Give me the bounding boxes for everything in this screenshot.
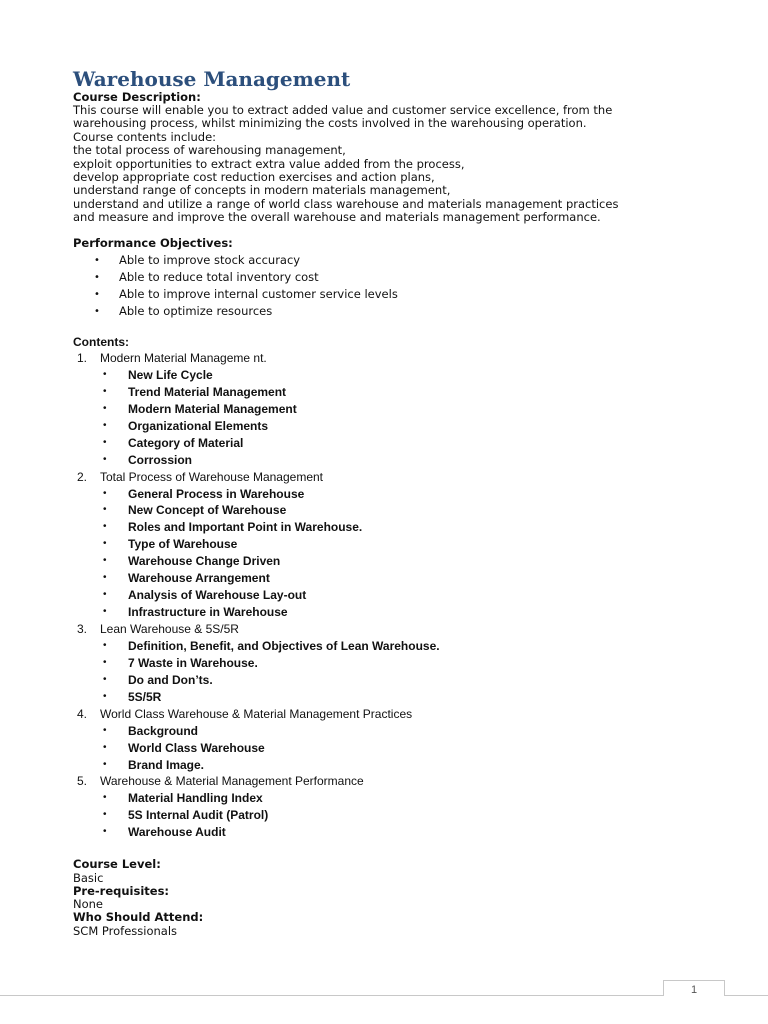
section-title: World Class Warehouse & Material Management Practices bbox=[100, 706, 413, 721]
bullet-icon: • bbox=[103, 639, 107, 651]
topic-text: Do and Don’ts. bbox=[128, 672, 213, 687]
bullet-icon: • bbox=[103, 504, 107, 516]
bullet-icon: • bbox=[103, 656, 107, 668]
contents-heading: Contents: bbox=[73, 335, 129, 349]
bullet-icon: • bbox=[103, 521, 107, 533]
topic-text: Material Handling Index bbox=[128, 791, 263, 806]
bullet-icon: • bbox=[103, 826, 107, 838]
topic-text: Type of Warehouse bbox=[128, 537, 238, 552]
topic-text: Modern Material Management bbox=[128, 401, 297, 416]
topic-text: World Class Warehouse bbox=[128, 740, 265, 755]
topic-text: 7 Waste in Warehouse. bbox=[128, 655, 258, 670]
topic-text: Warehouse Arrangement bbox=[128, 571, 270, 586]
bullet-icon: • bbox=[103, 741, 107, 753]
bullet-icon: • bbox=[103, 673, 107, 685]
section-number: 3. bbox=[77, 622, 88, 636]
who-should-attend-value: SCM Professionals bbox=[73, 924, 178, 938]
prerequisites-label: Pre-requisites: bbox=[73, 884, 170, 898]
bullet-icon: • bbox=[103, 368, 107, 380]
description-line: understand range of concepts in modern materials management, bbox=[73, 183, 451, 198]
bullet-icon: • bbox=[103, 538, 107, 550]
topic-text: Trend Material Management bbox=[128, 384, 287, 399]
description-line: exploit opportunities to extract extra value added from the process, bbox=[73, 156, 465, 171]
bullet-icon: • bbox=[103, 690, 107, 702]
topic-text: Corrossion bbox=[128, 452, 193, 467]
section-number: 5. bbox=[77, 774, 88, 789]
bullet-icon: • bbox=[94, 255, 100, 266]
document-title: Warehouse Management bbox=[73, 67, 351, 91]
topic-text: New Concept of Warehouse bbox=[128, 503, 287, 518]
topic-text: Warehouse Change Driven bbox=[128, 554, 281, 569]
description-line: This course will enable you to extract added value and customer service excellence, from the bbox=[73, 103, 613, 117]
topic-text: Category of Material bbox=[128, 435, 244, 450]
objective-text: Able to reduce total inventory cost bbox=[119, 270, 319, 284]
prerequisites-value: None bbox=[73, 897, 104, 911]
bullet-icon: • bbox=[103, 453, 107, 465]
footer-divider bbox=[0, 995, 768, 996]
bullet-icon: • bbox=[103, 487, 107, 499]
topic-text: Organizational Elements bbox=[128, 418, 269, 433]
description-line: the total process of warehousing management, bbox=[73, 143, 346, 158]
bullet-icon: • bbox=[103, 419, 107, 431]
bullet-icon: • bbox=[103, 555, 107, 567]
bullet-icon: • bbox=[103, 589, 107, 601]
section-number: 2. bbox=[77, 469, 88, 484]
objective-text: Able to improve internal customer service levels bbox=[119, 287, 398, 301]
bullet-icon: • bbox=[103, 436, 107, 448]
performance-objectives-heading: Performance Objectives: bbox=[73, 236, 233, 250]
topic-text: 5S Internal Audit (Patrol) bbox=[128, 808, 269, 823]
section-number: 1. bbox=[77, 351, 88, 365]
topic-text: Brand Image. bbox=[128, 757, 205, 772]
bullet-icon: • bbox=[103, 606, 107, 618]
section-title: Warehouse & Material Management Performance bbox=[100, 774, 364, 789]
topic-text: Infrastructure in Warehouse bbox=[128, 605, 288, 620]
course-level-value: Basic bbox=[73, 871, 104, 885]
topic-text: Background bbox=[128, 723, 199, 738]
bullet-icon: • bbox=[94, 272, 100, 283]
description-line: warehousing process, whilst minimizing the costs involved in the warehousing operation. bbox=[73, 116, 587, 131]
topic-text: Definition, Benefit, and Objectives of Lean Warehouse. bbox=[128, 638, 440, 653]
bullet-icon: • bbox=[103, 724, 107, 736]
bullet-icon: • bbox=[94, 289, 100, 300]
description-line: Course contents include: bbox=[73, 129, 217, 144]
objective-text: Able to improve stock accuracy bbox=[119, 253, 301, 267]
bullet-icon: • bbox=[103, 792, 107, 804]
page-number: 1 bbox=[663, 980, 725, 996]
section-title: Total Process of Warehouse Management bbox=[100, 469, 324, 484]
topic-text: Warehouse Audit bbox=[128, 825, 226, 840]
bullet-icon: • bbox=[94, 306, 100, 317]
bullet-icon: • bbox=[103, 402, 107, 414]
description-line: and measure and improve the overall warehouse and materials management performance. bbox=[73, 210, 601, 225]
section-title: Modern Material Manageme nt. bbox=[100, 351, 267, 365]
course-description-heading: Course Description: bbox=[73, 90, 201, 104]
course-description bbox=[73, 104, 618, 225]
course-level-label: Course Level: bbox=[73, 857, 161, 871]
description-line: understand and utilize a range of world class warehouse and materials management practices bbox=[73, 196, 619, 211]
topic-text: General Process in Warehouse bbox=[128, 486, 305, 501]
who-should-attend-label: Who Should Attend: bbox=[73, 910, 204, 924]
bullet-icon: • bbox=[103, 758, 107, 770]
bullet-icon: • bbox=[103, 572, 107, 584]
objective-text: Able to optimize resources bbox=[119, 304, 273, 318]
topic-text: 5S/5R bbox=[128, 689, 162, 704]
bullet-icon: • bbox=[103, 809, 107, 821]
description-line: develop appropriate cost reduction exercises and action plans, bbox=[73, 169, 435, 184]
bullet-icon: • bbox=[103, 385, 107, 397]
topic-text: Analysis of Warehouse Lay-out bbox=[128, 588, 307, 603]
section-title: Lean Warehouse & 5S/5R bbox=[100, 622, 239, 636]
topic-text: New Life Cycle bbox=[128, 367, 213, 382]
section-number: 4. bbox=[77, 706, 88, 721]
topic-text: Roles and Important Point in Warehouse. bbox=[128, 520, 363, 535]
